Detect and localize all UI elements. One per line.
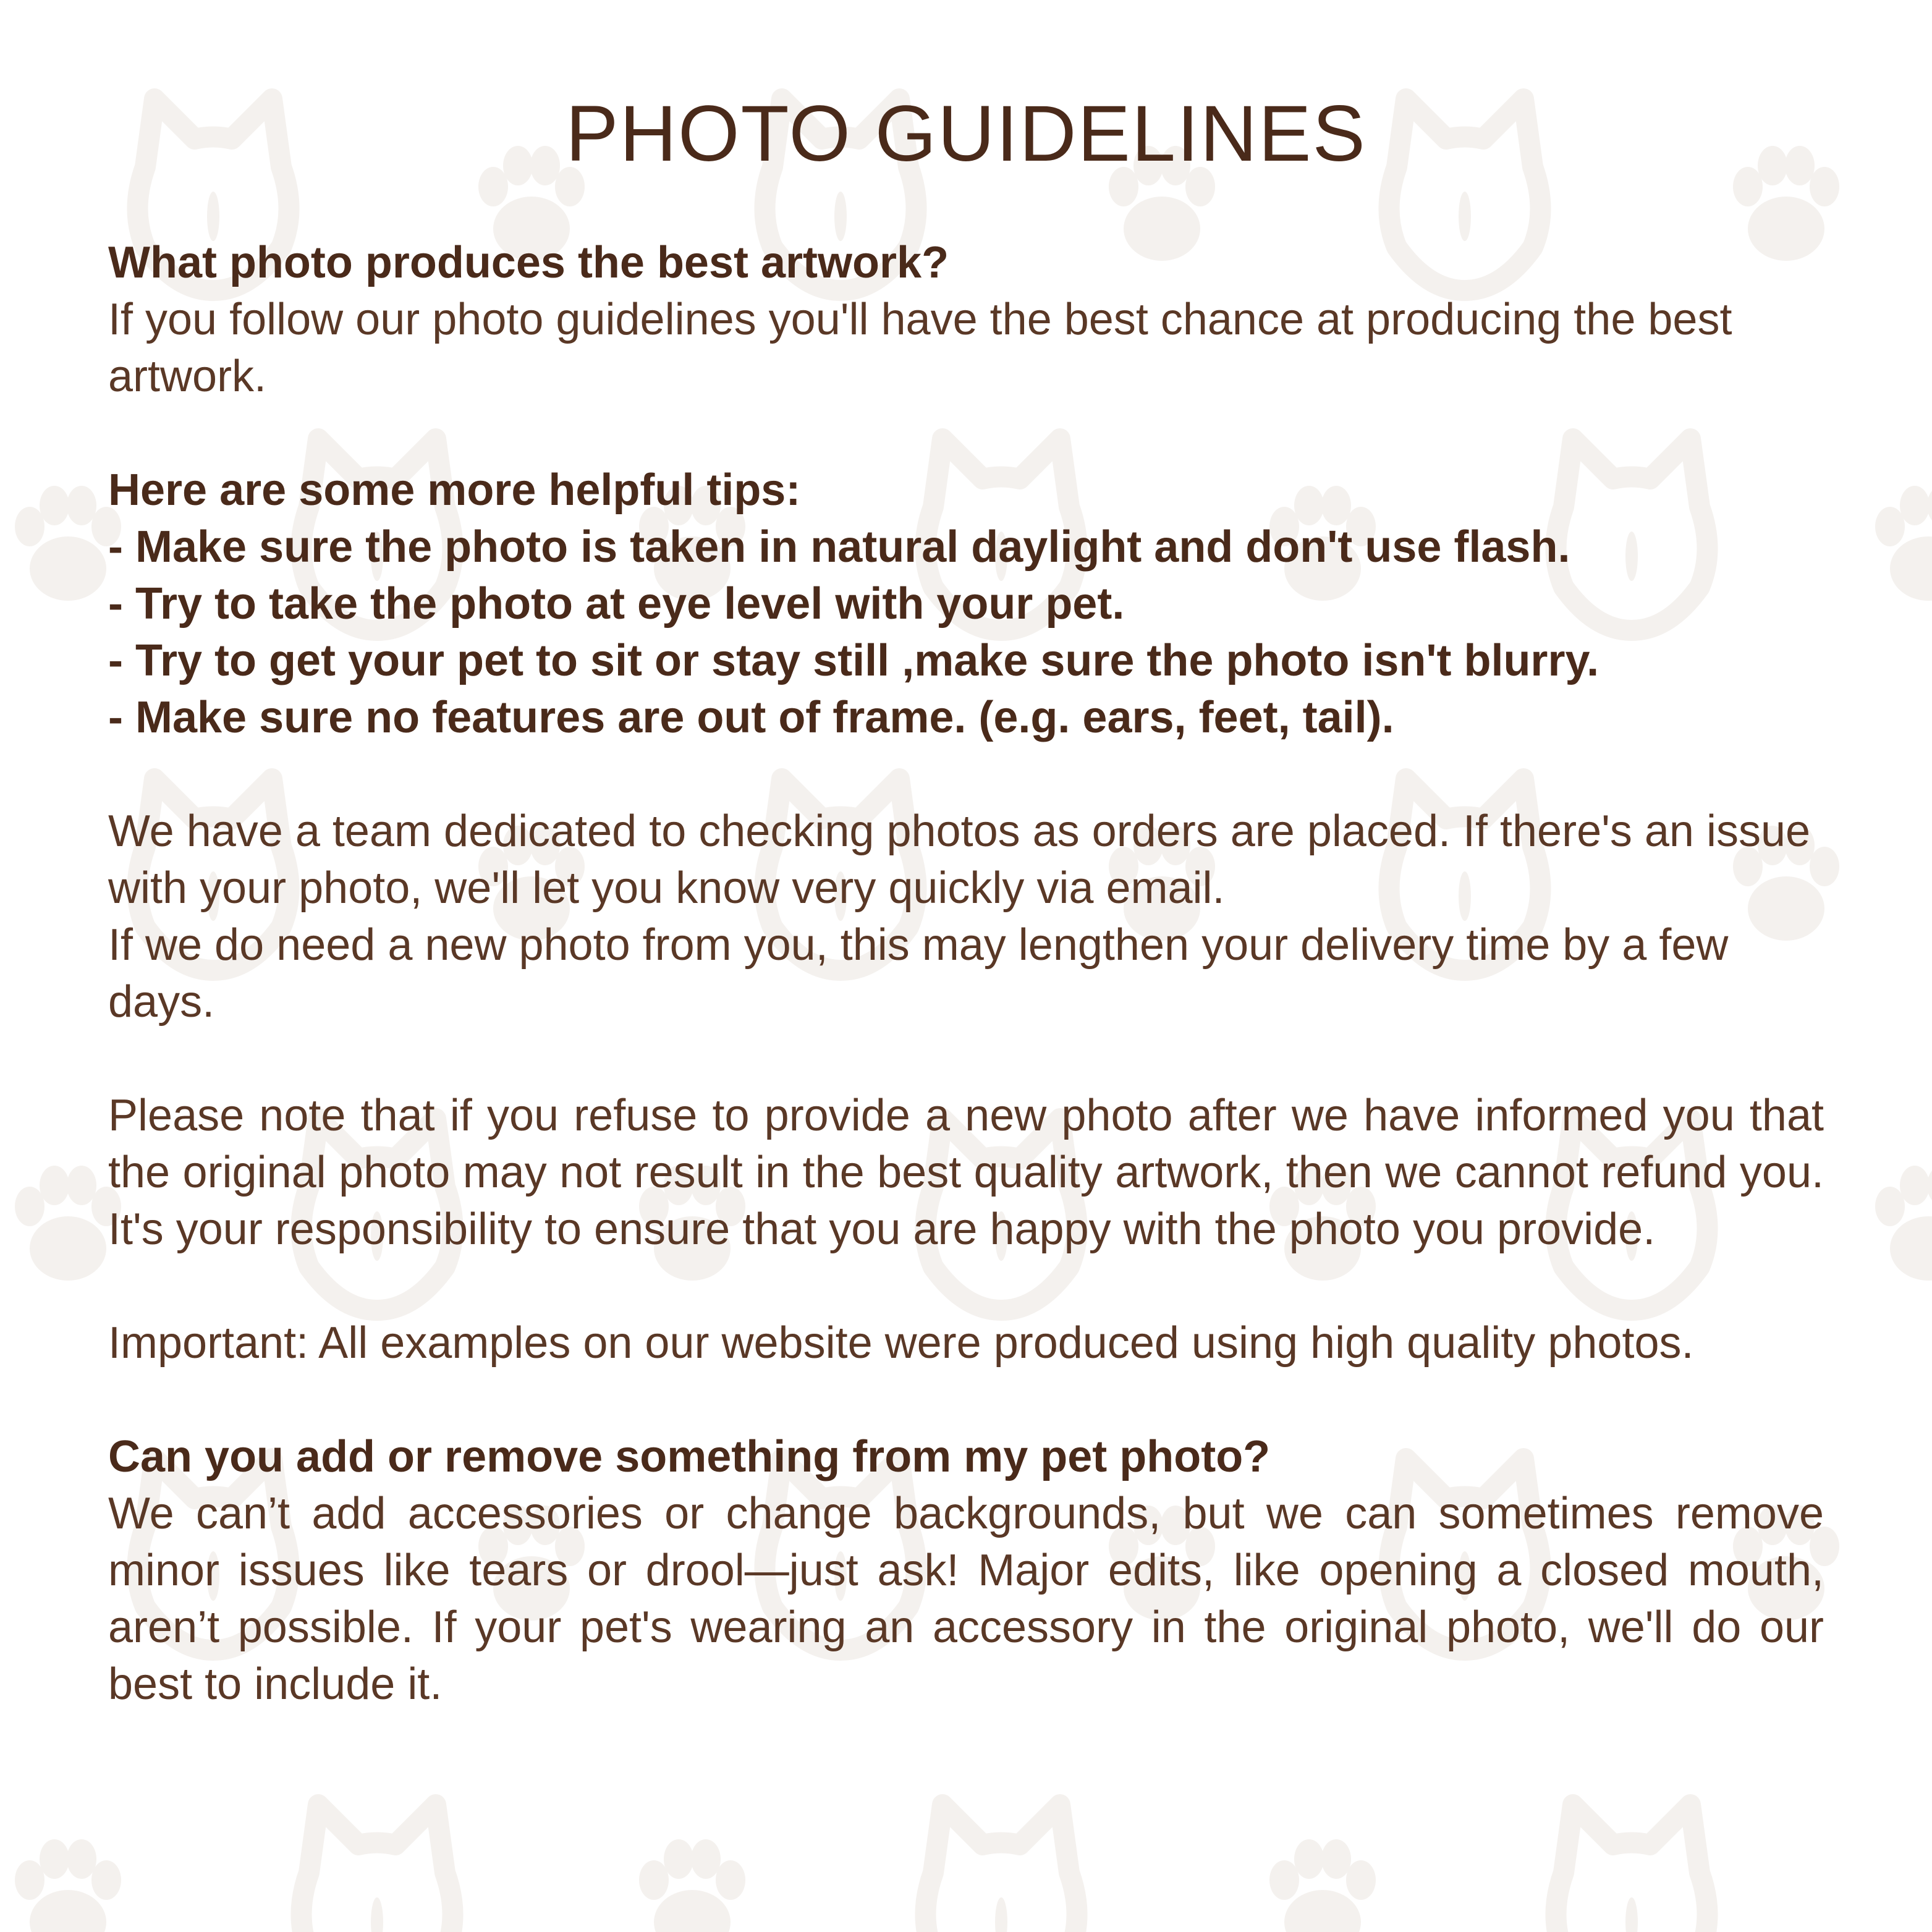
tip-item: - Try to take the photo at eye level with your pet.: [108, 579, 1125, 629]
section-refund-note: Please note that if you refuse to provide a new photo after we have informed you that the original photo may not result in the best quality artwork, then we cannot refund you. It's your responsibility to ensure that you are happy with the photo you provide.: [108, 1091, 1824, 1255]
tip-item: - Try to get your pet to sit or stay still ,make sure the photo isn't blurry.: [108, 636, 1599, 686]
spacer: [108, 405, 1824, 462]
section-team: [108, 803, 1824, 1030]
page-title: PHOTO GUIDELINES: [566, 90, 1366, 178]
section-edit-photo: [108, 1428, 1824, 1713]
section-important: Important: All examples on our website were produced using high quality photos.: [108, 1318, 1694, 1368]
delivery-paragraph: If we do need a new photo from you, this may lengthen your delivery time by a few days.: [108, 920, 1729, 1027]
section-heading-best-artwork: What photo produces the best artwork?: [108, 238, 949, 288]
spacer: [108, 1371, 1824, 1428]
pattern-row-6: [15, 1805, 1708, 1932]
spacer: [108, 746, 1824, 803]
edit-photo-heading: Can you add or remove something from my pet photo?: [108, 1432, 1271, 1482]
spacer: [108, 1258, 1824, 1315]
section-body-best-artwork: If you follow our photo guidelines you'll have the best chance at producing the best artwork.: [108, 295, 1732, 402]
section-best-artwork: [108, 234, 1824, 405]
tip-item: - Make sure no features are out of frame. (e.g. ears, feet, tail).: [108, 693, 1394, 743]
edit-photo-body: We can’t add accessories or change backgrounds, but we can sometimes remove minor issues like tears or drool—just ask! Major edits, like opening a closed mouth, aren’t possible. If your pet's wearing an accessory in the original photo, we'll do our best to include it.: [108, 1489, 1824, 1710]
tip-item: - Make sure the photo is taken in natural daylight and don't use flash.: [108, 522, 1570, 572]
section-tips: [108, 462, 1824, 746]
spacer: [108, 1030, 1824, 1087]
tips-heading: Here are some more helpful tips:: [108, 465, 801, 515]
team-paragraph: We have a team dedicated to checking photos as orders are placed. If there's an issue with your photo, we'll let you know very quickly via email.: [108, 807, 1811, 913]
guidelines-content: [108, 90, 1824, 1713]
